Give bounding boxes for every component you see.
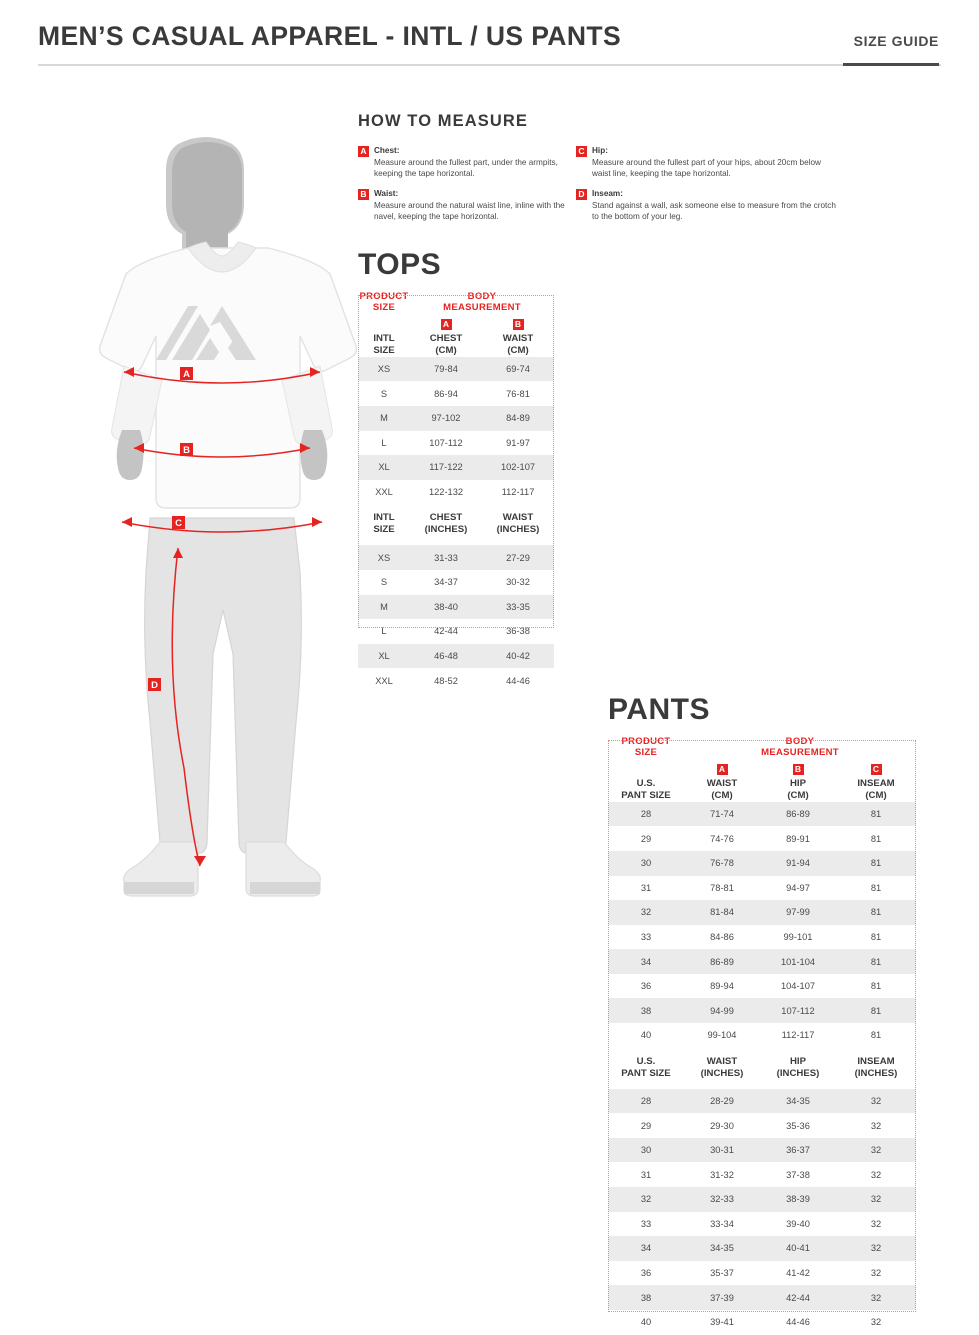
measure-desc-inseam: Stand against a wall, ask someone else to measure from the crotch to the bottom of your leg.	[592, 200, 836, 222]
pants-badge-a-icon: A	[717, 764, 728, 775]
pants-letter-row	[608, 759, 916, 778]
pants-title: PANTS	[608, 692, 710, 726]
pants-col-size-inches: U.S. PANT SIZE	[621, 1055, 671, 1079]
table-row: 31 31-32 37-38 32	[640, 1169, 882, 1180]
badge-d-icon: D	[576, 189, 587, 200]
table-row: 30 30-31 36-37 32	[608, 1138, 916, 1163]
tops-col-waist-cm: WAIST (CM)	[502, 332, 534, 356]
measure-item-chest	[358, 145, 576, 180]
table-row: 31 78-81 94-97 81	[640, 882, 882, 893]
tops-section	[358, 248, 554, 693]
table-row: XL 46-48 40-42	[358, 644, 554, 669]
pants-badge-b-icon: B	[793, 764, 804, 775]
pants-column-header-cm	[608, 778, 916, 802]
badge-b-icon: B	[358, 189, 369, 200]
pants-column-header-inches	[608, 1048, 916, 1089]
tops-col-chest-cm: CHEST (CM)	[429, 332, 463, 356]
measure-term-chest: Chest:	[374, 146, 400, 155]
pants-body-measurement-header: BODY MEASUREMENT	[761, 735, 839, 758]
tops-col-chest-inches: CHEST (INCHES)	[424, 512, 468, 536]
pants-col-inseam-inches: INSEAM (INCHES)	[854, 1055, 898, 1079]
measure-term-inseam: Inseam:	[592, 188, 623, 198]
pants-col-size-cm: U.S. PANT SIZE	[621, 777, 671, 801]
pants-section	[608, 693, 916, 1335]
tops-column-header-inches	[358, 504, 554, 545]
svg-text:D: D	[151, 680, 158, 691]
table-row: 36 89-94 104-107 81	[640, 981, 882, 992]
size-guide-badge: SIZE GUIDE	[853, 33, 939, 49]
table-row: XS 31-33 27-29	[358, 545, 554, 570]
pants-product-size-header: PRODUCT SIZE	[621, 735, 671, 758]
tops-body-measurement-header: BODY MEASUREMENT	[443, 291, 521, 313]
svg-text:A: A	[183, 369, 190, 380]
table-row: 38 94-99 107-112 81	[608, 998, 916, 1023]
measurement-figure	[60, 130, 350, 890]
tops-col-waist-inches: WAIST (INCHES)	[496, 512, 540, 536]
tops-badge-a-icon: A	[441, 319, 452, 330]
table-row: M 97-102 84-89	[358, 406, 554, 431]
table-row: 34 86-89 101-104 81	[608, 949, 916, 974]
table-row: 36 35-37 41-42 32	[640, 1268, 882, 1279]
how-to-measure-column-right	[576, 145, 836, 231]
tops-title: TOPS	[358, 248, 442, 281]
table-row: 29 29-30 35-36 32	[640, 1120, 882, 1131]
table-row: 28 28-29 34-35 32	[608, 1089, 916, 1114]
table-row: 29 74-76 89-91 81	[640, 833, 882, 844]
measure-desc-chest: Measure around the fullest part, under the armpits, keeping the tape horizontal.	[374, 157, 558, 179]
tops-table	[358, 292, 554, 693]
pants-col-inseam-cm: INSEAM (CM)	[857, 777, 895, 801]
tops-badge-b-icon: B	[513, 319, 524, 330]
tops-col-size-cm: INTL SIZE	[373, 332, 395, 356]
page-title: MEN’S CASUAL APPAREL - INTL / US PANTS	[38, 21, 622, 51]
table-row: M 38-40 33-35	[358, 595, 554, 620]
measure-term-hip: Hip:	[592, 146, 608, 155]
how-to-measure-column-left	[358, 145, 576, 231]
tops-product-size-header: PRODUCT SIZE	[359, 291, 409, 313]
table-row: XXL 48-52 44-46	[375, 675, 530, 686]
table-row: S 86-94 76-81	[380, 388, 530, 399]
table-row: 30 76-78 91-94 81	[608, 851, 916, 876]
table-row: L 107-112 91-97	[381, 437, 530, 448]
measure-desc-waist: Measure around the natural waist line, inline with the navel, keeping the tape horizontal.	[374, 200, 565, 222]
badge-c-icon: C	[576, 146, 587, 157]
pants-header-row	[608, 737, 916, 759]
pants-col-hip-inches: HIP (INCHES)	[776, 1055, 820, 1079]
measure-term-waist: Waist:	[374, 188, 399, 198]
svg-text:B: B	[183, 445, 190, 456]
table-row: 40 99-104 112-117 81	[640, 1030, 882, 1041]
pants-col-waist-inches: WAIST (INCHES)	[700, 1055, 744, 1079]
table-row: 40 39-41 44-46 32	[640, 1317, 882, 1328]
page-header	[0, 0, 979, 70]
table-row: 28 71-74 86-89 81	[608, 802, 916, 827]
measure-desc-hip: Measure around the fullest part of your hips, about 20cm below waist line, keeping the tape horizontal.	[592, 157, 821, 179]
tops-header-row	[358, 292, 554, 314]
table-row: 32 32-33 38-39 32	[608, 1187, 916, 1212]
table-row: 34 34-35 40-41 32	[608, 1236, 916, 1261]
how-to-measure-section	[358, 112, 943, 231]
header-divider-accent	[843, 63, 939, 66]
pants-col-waist-cm: WAIST (CM)	[706, 777, 738, 801]
measure-item-inseam	[576, 188, 836, 223]
measure-item-waist	[358, 188, 576, 223]
pants-badge-c-icon: C	[871, 764, 882, 775]
table-row: 33 84-86 99-101 81	[640, 931, 882, 942]
pants-col-hip-cm: HIP (CM)	[787, 777, 809, 801]
table-row: 33 33-34 39-40 32	[640, 1218, 882, 1229]
table-row: S 34-37 30-32	[380, 577, 530, 588]
measure-item-hip	[576, 145, 836, 180]
svg-text:C: C	[175, 518, 182, 529]
table-row: XS 79-84 69-74	[358, 357, 554, 382]
pants-table	[608, 737, 916, 1335]
header-divider	[38, 64, 941, 66]
mannequin-illustration	[60, 130, 350, 890]
table-row: 32 81-84 97-99 81	[608, 900, 916, 925]
how-to-measure-title: HOW TO MEASURE	[358, 112, 529, 130]
tops-col-size-inches: INTL SIZE	[373, 512, 395, 536]
tops-column-header-cm	[358, 333, 554, 357]
table-row: 38 37-39 42-44 32	[608, 1285, 916, 1310]
badge-a-icon: A	[358, 146, 369, 157]
table-row: XL 117-122 102-107	[358, 455, 554, 480]
table-row: XXL 122-132 112-117	[375, 487, 535, 498]
tops-letter-row	[358, 314, 554, 333]
table-row: L 42-44 36-38	[381, 626, 530, 637]
